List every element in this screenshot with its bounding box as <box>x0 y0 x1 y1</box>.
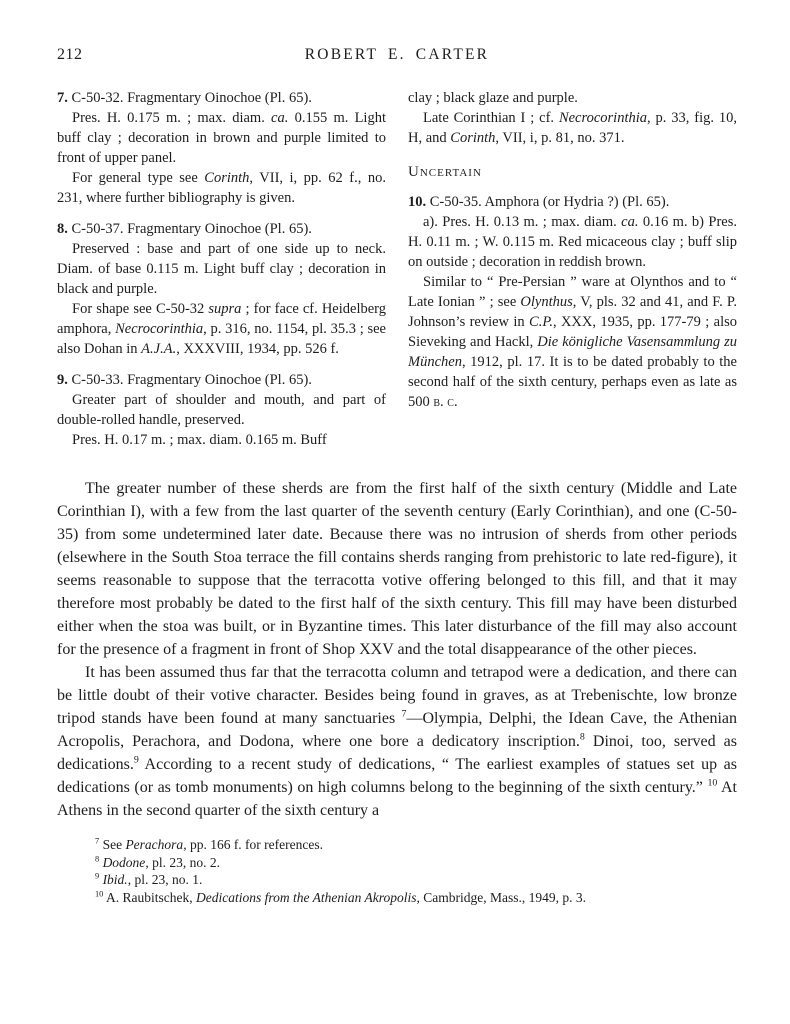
text-run: , pl. 23, no. 1. <box>127 872 203 887</box>
footnote <box>57 871 737 889</box>
text-run: , VII, i, pp. 62 f., no. 231, where further bibliography is given. <box>57 170 386 206</box>
catalog-right-column <box>408 88 737 461</box>
text-run: For shape see C-50-32 <box>72 301 209 317</box>
text-run: Pres. H. 0.175 m. ; max. diam. <box>72 110 272 126</box>
text-run: supra <box>208 301 242 317</box>
section-heading-uncertain: Uncertain <box>408 164 482 180</box>
text-run: Pres. H. 0.17 m. ; max. diam. 0.165 m. Buff <box>72 432 327 448</box>
catalog-entry-8 <box>57 219 386 359</box>
footnote-marker: 7 <box>95 836 100 846</box>
text-run: , pp. 166 f. for references. <box>183 837 323 852</box>
text-run: 10. <box>408 194 427 210</box>
footnote <box>57 889 737 907</box>
text-run: Die königliche Vasensammlung zu München <box>408 334 737 370</box>
text-run: , 1912, pl. 17. It is to be dated probably to the second half of the sixth century, perhaps even as late as 500 <box>408 354 737 410</box>
text-run: , XXX, 1935, pp. 177-79 ; also Sieveking and Hackl, <box>408 314 737 350</box>
footnote <box>57 836 737 854</box>
page-number: 212 <box>57 46 83 63</box>
text-run: 8. <box>57 221 68 237</box>
catalog-paragraph <box>57 390 386 430</box>
footnote-marker: 7 <box>401 708 407 720</box>
catalog-paragraph <box>57 430 386 450</box>
text-run: Dedications from the Athenian Akropolis <box>195 889 417 905</box>
catalog-paragraph <box>408 192 737 212</box>
catalog-paragraph <box>57 88 386 108</box>
catalog-continuation <box>408 88 737 148</box>
text-run: Olynthus <box>520 294 573 310</box>
text-run: Corinth <box>204 170 250 186</box>
text-run: , Cambridge, Mass., 1949, p. 3. <box>416 889 586 905</box>
page-header <box>57 46 737 66</box>
text-run: C-50-33. Fragmentary Oinochoe (Pl. 65). <box>67 372 312 388</box>
catalog-entry-10 <box>408 192 737 412</box>
text-run: clay ; black glaze and purple. <box>408 90 578 106</box>
text-run: 0.155 m. Light buff clay ; decoration in brown and purple limited to front of upper panel. <box>57 110 386 166</box>
catalog-continuation-paragraph <box>408 88 737 108</box>
catalog-entry-9 <box>57 370 386 450</box>
catalog-paragraph <box>57 168 386 208</box>
text-run: Dinoi, too, served as dedications. <box>57 733 737 773</box>
catalog-entry-7 <box>57 88 386 208</box>
text-run: ca. <box>621 214 639 230</box>
catalog-paragraph <box>408 212 737 272</box>
body-paragraph <box>57 477 737 661</box>
text-run: , VII, i, p. 81, no. 371. <box>495 130 625 146</box>
text-run: ; for face cf. Heidelberg amphora, <box>57 301 386 337</box>
text-run: Late Corinthian I ; cf. <box>423 110 559 126</box>
text-run: A. Raubitschek, <box>103 889 196 905</box>
text-run: Dodone <box>102 854 146 870</box>
text-run: Corinth <box>450 130 496 146</box>
text-run: At Athens in the second quarter of the sixth century a <box>57 779 737 819</box>
footnote-marker: 8 <box>579 731 585 743</box>
text-run: C-50-32. Fragmentary Oinochoe (Pl. 65). <box>67 90 312 106</box>
text-run: C-50-37. Fragmentary Oinochoe (Pl. 65). <box>67 221 312 237</box>
text-run: b. c. <box>433 394 458 410</box>
footnote-marker: 10 <box>707 777 718 789</box>
footnote-marker: 8 <box>95 854 100 863</box>
catalog-paragraph <box>57 239 386 299</box>
text-run: Preserved : base and part of one side up to neck. Diam. of base 0.115 m. Light buff clay ; decoration in black and purple. <box>57 241 386 297</box>
text-run: Necrocorinthia <box>558 110 647 126</box>
text-run: According to a recent study of dedications, “ The earliest examples of statues set up as dedications (or as tomb monuments) on high columns belong to the beginning of the sixth century.” <box>57 756 737 796</box>
catalog-paragraph <box>57 299 386 359</box>
text-run: See <box>99 837 126 852</box>
text-run: ca. <box>271 110 289 126</box>
catalog-right-entries <box>408 192 737 412</box>
text-run: , XXXVIII, 1934, pp. 526 f. <box>176 341 339 357</box>
text-run: 0.16 m. b) Pres. H. 0.11 m. ; W. 0.115 m. Red micaceous clay ; buff slip on outside ; decoration in reddish brown. <box>408 214 737 270</box>
text-run: 9. <box>57 372 68 388</box>
text-run: C-50-35. Amphora (or Hydria ?) (Pl. 65). <box>426 194 670 210</box>
footnote-marker: 9 <box>95 871 100 881</box>
text-run: For general type see <box>72 170 205 186</box>
text-run: Perachora <box>125 837 184 852</box>
footnote-marker: 10 <box>95 889 104 898</box>
footnote <box>57 854 737 872</box>
body-paragraph <box>57 661 737 822</box>
text-run: , V, pls. 32 and 41, and F. P. Johnson’s review in <box>408 294 737 330</box>
catalog-left-column <box>57 88 386 461</box>
body-text <box>57 477 737 822</box>
text-run: C.P. <box>529 314 553 330</box>
text-run: It has been assumed thus far that the terracotta column and tetrapod were a dedication, and there can be little doubt of their votive character. Besides being found in graves, as at Trebenischte, low bronze tripod stands have been found at many sanctuaries <box>57 664 737 727</box>
catalog-section <box>57 88 737 461</box>
text-run: Similar to “ Pre-Persian ” ware at Olynthos and to “ Late Ionian ” ; see <box>408 274 737 310</box>
footnote-marker: 9 <box>133 754 139 766</box>
text-run: Necrocorinthia <box>115 321 204 337</box>
catalog-paragraph <box>57 108 386 168</box>
text-run: The greater number of these sherds are from the first half of the sixth century (Middle and Late Corinthian I), with a few from the last quarter of the seventh century (Early Corinthian), and one (C-50-35) from some undetermined later date. Because there was no intrusion of sherds from other periods (elsewhere in the South Stoa terrace the fill contains sherds ranging from prehistoric to late red-figure), it seems reasonable to suppose that the terracotta votive offering belonged to this fill, and that it may therefore most probably be dated to the first half of the sixth century. This fill may have been disturbed either when the stoa was built, or in Byzantine times. This later disturbance of the fill may also account for the presence of a fragment in front of Shop XXV and the total disappearance of the other pieces. <box>57 480 737 658</box>
text-run: , p. 316, no. 1154, pl. 35.3 ; see also Dohan in <box>57 321 386 357</box>
text-run: Greater part of shoulder and mouth, and part of double-rolled handle, preserved. <box>57 392 386 428</box>
text-run: Ibid. <box>102 872 128 887</box>
footnotes <box>57 836 737 906</box>
text-run: A.J.A. <box>141 341 177 357</box>
catalog-paragraph <box>57 219 386 239</box>
catalog-continuation-paragraph <box>408 108 737 148</box>
catalog-paragraph <box>57 370 386 390</box>
text-run: a). Pres. H. 0.13 m. ; max. diam. <box>423 214 622 230</box>
running-head: ROBERT E. CARTER <box>304 46 490 63</box>
catalog-paragraph <box>408 272 737 412</box>
text-run: , p. 33, fig. 10, H, and <box>408 110 738 146</box>
text-run: 7. <box>57 90 68 106</box>
text-run: —Olympia, Delphi, the Idean Cave, the Athenian Acropolis, Perachora, and Dodona, where one bore a dedicatory inscription. <box>57 710 738 750</box>
text-run: , pl. 23, no. 2. <box>145 854 220 870</box>
